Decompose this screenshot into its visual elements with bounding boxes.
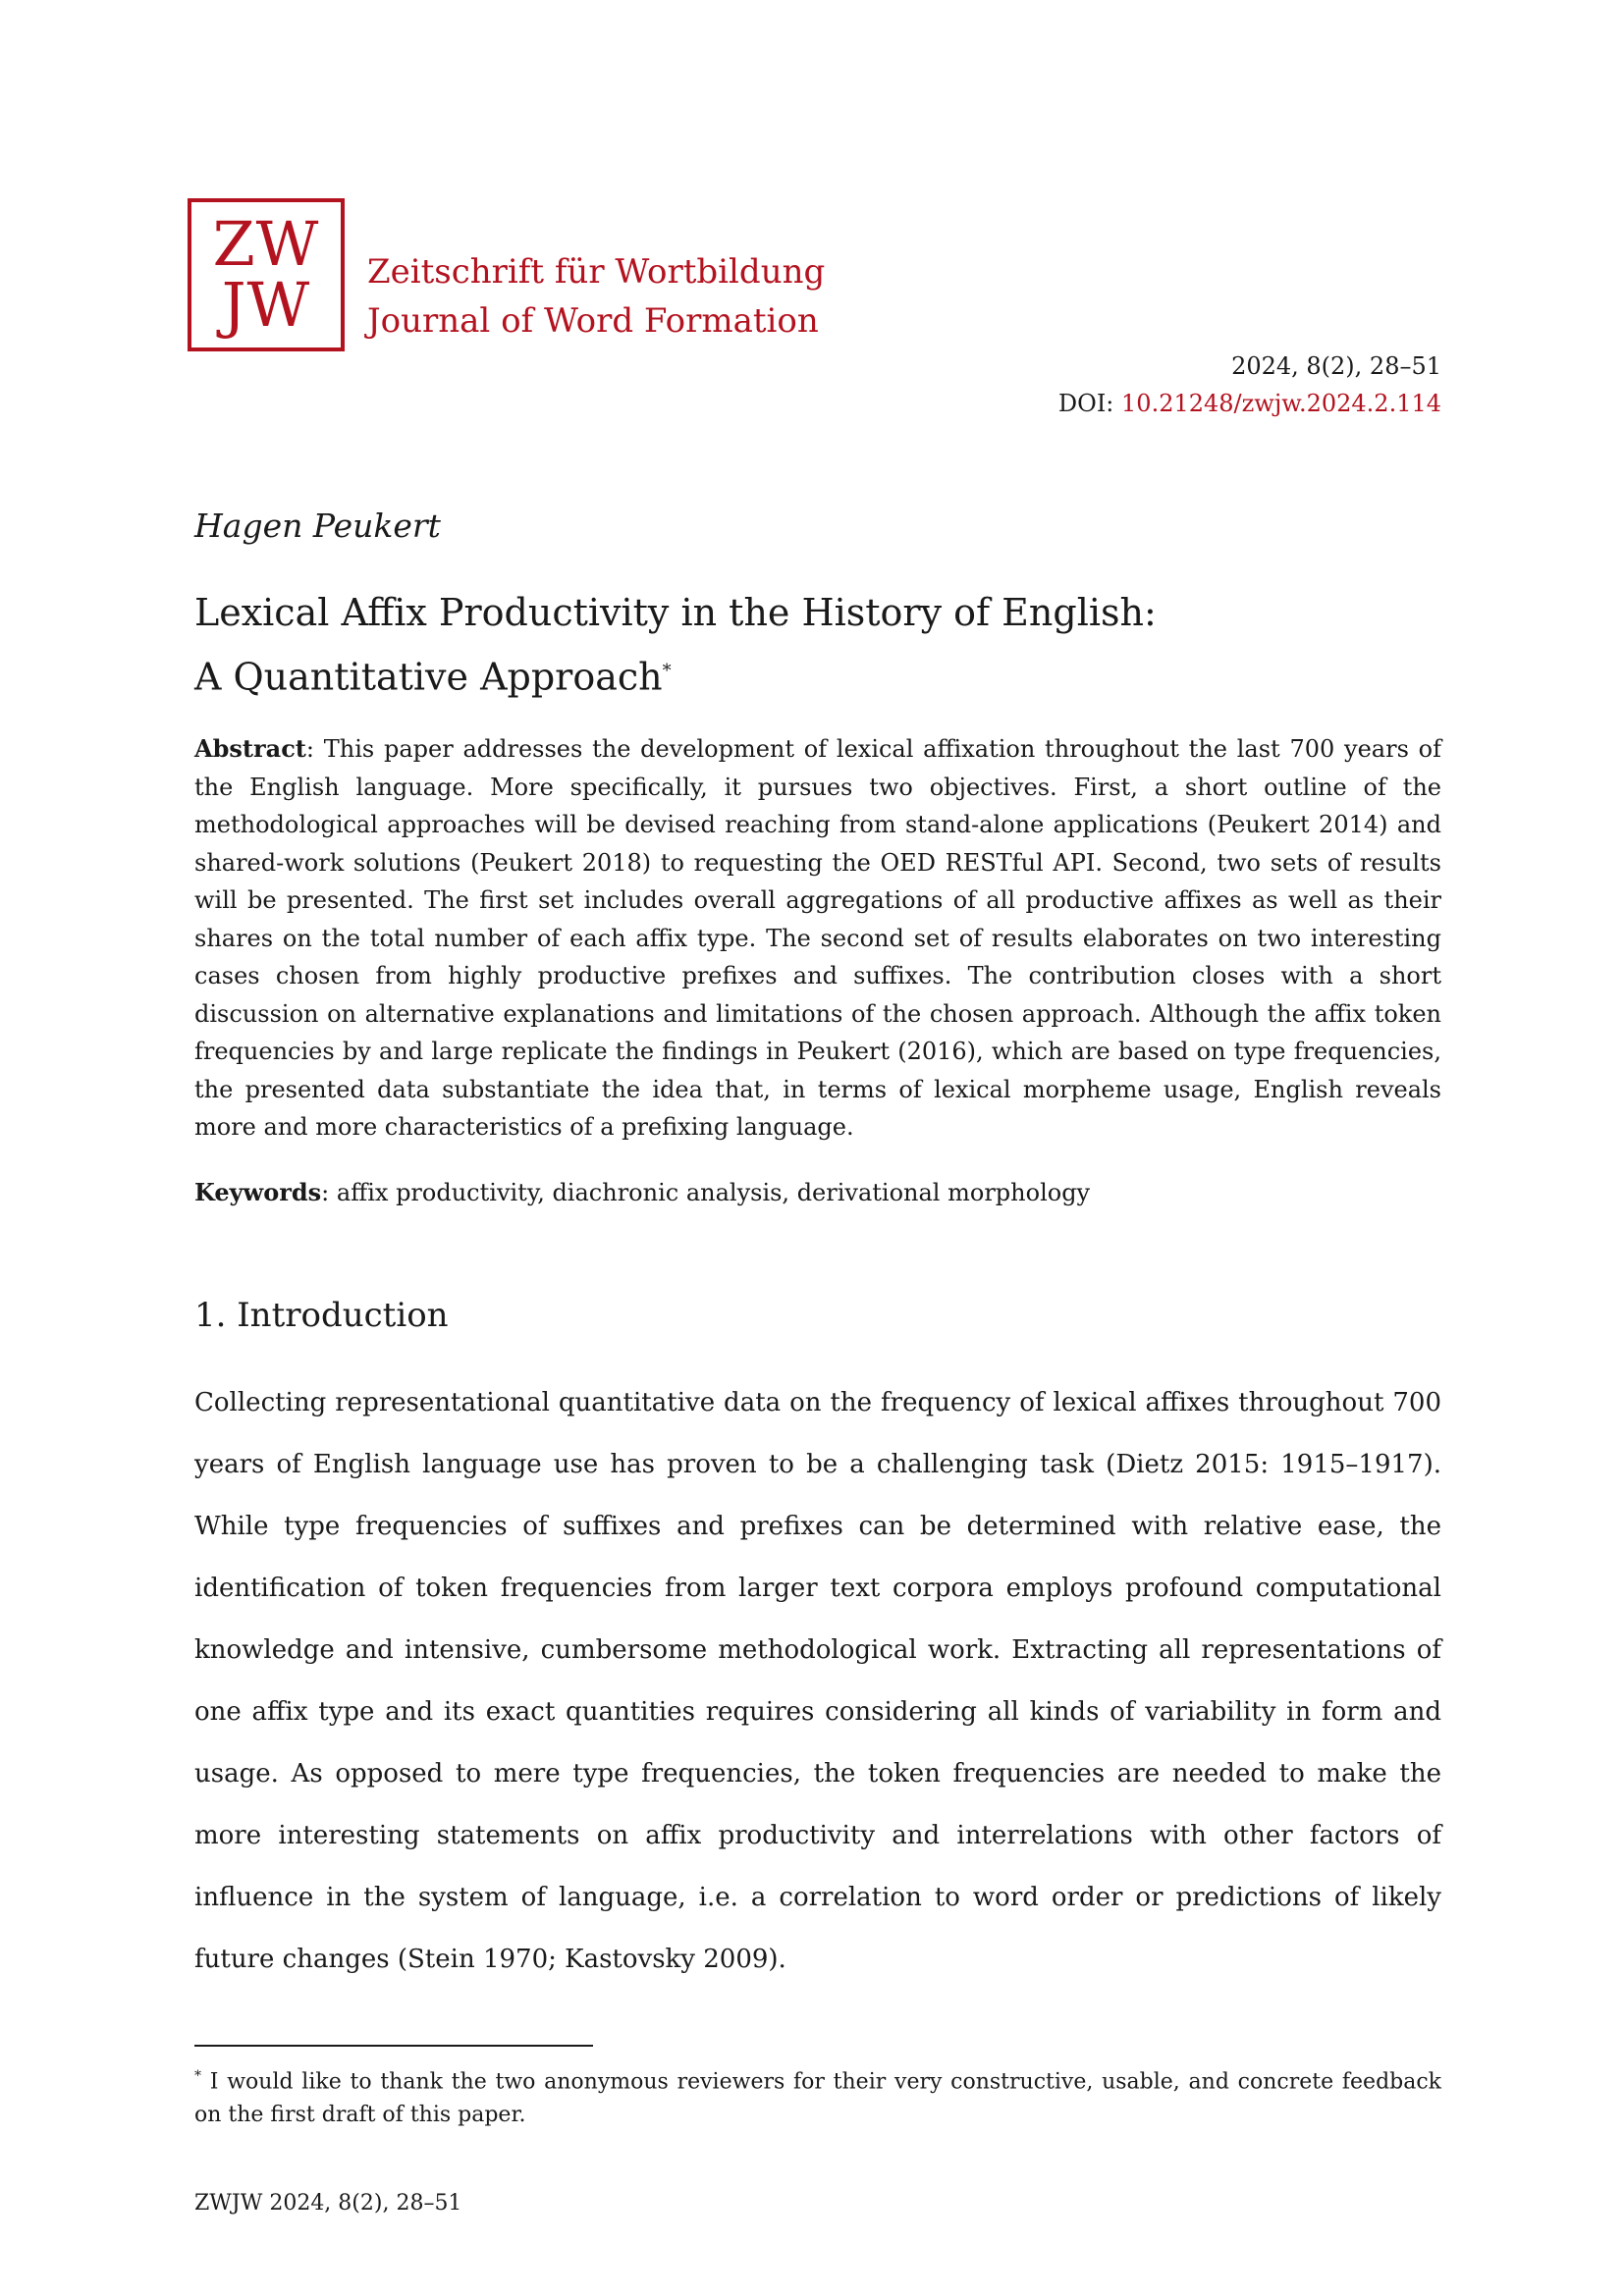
journal-name xyxy=(367,247,825,346)
article-title xyxy=(194,583,1432,707)
section-heading: 1. Introduction xyxy=(194,1296,449,1335)
logo-line-1: ZW xyxy=(212,208,320,280)
author-name: Hagen Peukert xyxy=(194,507,441,545)
doi-label: DOI: xyxy=(1057,390,1114,417)
body-paragraph: Collecting representational quantitative data on the frequency of lexical affixes throughout 700 years of English language use has proven to be a challenging task (Dietz 2015: 1915–1917). While type frequencies of suffixes and prefixes can be determined with relative ease, the identification of token frequencies from larger text corpora employs profound computational knowledge and intensive, cumbersome methodological work. Extracting all representations of one affix type and its exact quantities requires considering all kinds of variability in form and usage. As opposed to mere type frequencies, the token frequencies are needed to make the more interesting statements on affix productivity and interrelations with other factors of influence in the system of language, i.e. a correlation to word order or predictions of likely future changes (Stein 1970; Kastovsky 2009). xyxy=(194,1388,1441,1974)
citation-block xyxy=(1058,347,1441,422)
logo-line-2: JW xyxy=(221,269,311,341)
keywords xyxy=(194,1174,1441,1211)
keywords-label: Keywords xyxy=(194,1178,322,1206)
abstract-label: Abstract xyxy=(194,734,306,763)
page-footer: ZWJW 2024, 8(2), 28–51 xyxy=(194,2191,462,2216)
citation-volume: 2024, 8(2), 28–51 xyxy=(1231,352,1441,380)
doi-link[interactable]: 10.21248/zwjw.2024.2.114 xyxy=(1121,390,1441,417)
title-line-2: A Quantitative Approach xyxy=(194,655,663,699)
footnote-rule xyxy=(194,2045,593,2047)
title-footnote-mark[interactable]: * xyxy=(662,661,672,681)
footnote-text: I would like to thank the two anonymous reviewers for their very constructive, usable, and concrete feedback on the first draft of this paper. xyxy=(194,2069,1441,2128)
journal-name-german: Zeitschrift für Wortbildung xyxy=(367,252,826,292)
journal-logo xyxy=(188,198,345,351)
citation-doi xyxy=(1058,385,1441,422)
footnote-mark: * xyxy=(194,2068,201,2084)
journal-name-english: Journal of Word Formation xyxy=(367,301,819,341)
title-line-1: Lexical Affix Productivity in the History of English: xyxy=(194,591,1157,634)
abstract xyxy=(194,730,1441,1147)
abstract-text: : This paper addresses the development of lexical affixation throughout the last 700 years of the English language. More specifically, it pursues two objectives. First, a short outline of the methodological approaches will be devised reaching from stand-alone applications (Peukert 2014) and shared-work solutions (Peukert 2018) to requesting the OED RESTful API. Second, two sets of results will be presented. The first set includes overall aggregations of all productive affixes as well as their shares on the total number of each affix type. The second set of results elaborates on two interesting cases chosen from highly productive prefixes and suffixes. The contribution closes with a short discussion on alternative explanations and limitations of the chosen approach. Although the affix token frequencies by and large replicate the findings in Peukert (2016), which are based on type frequencies, the presented data substantiate the idea that, in terms of lexical morpheme usage, English reveals more and more characteristics of a prefixing language. xyxy=(194,735,1441,1141)
footnote xyxy=(194,2059,1441,2132)
keywords-text: : affix productivity, diachronic analysis, derivational morphology xyxy=(321,1179,1091,1206)
